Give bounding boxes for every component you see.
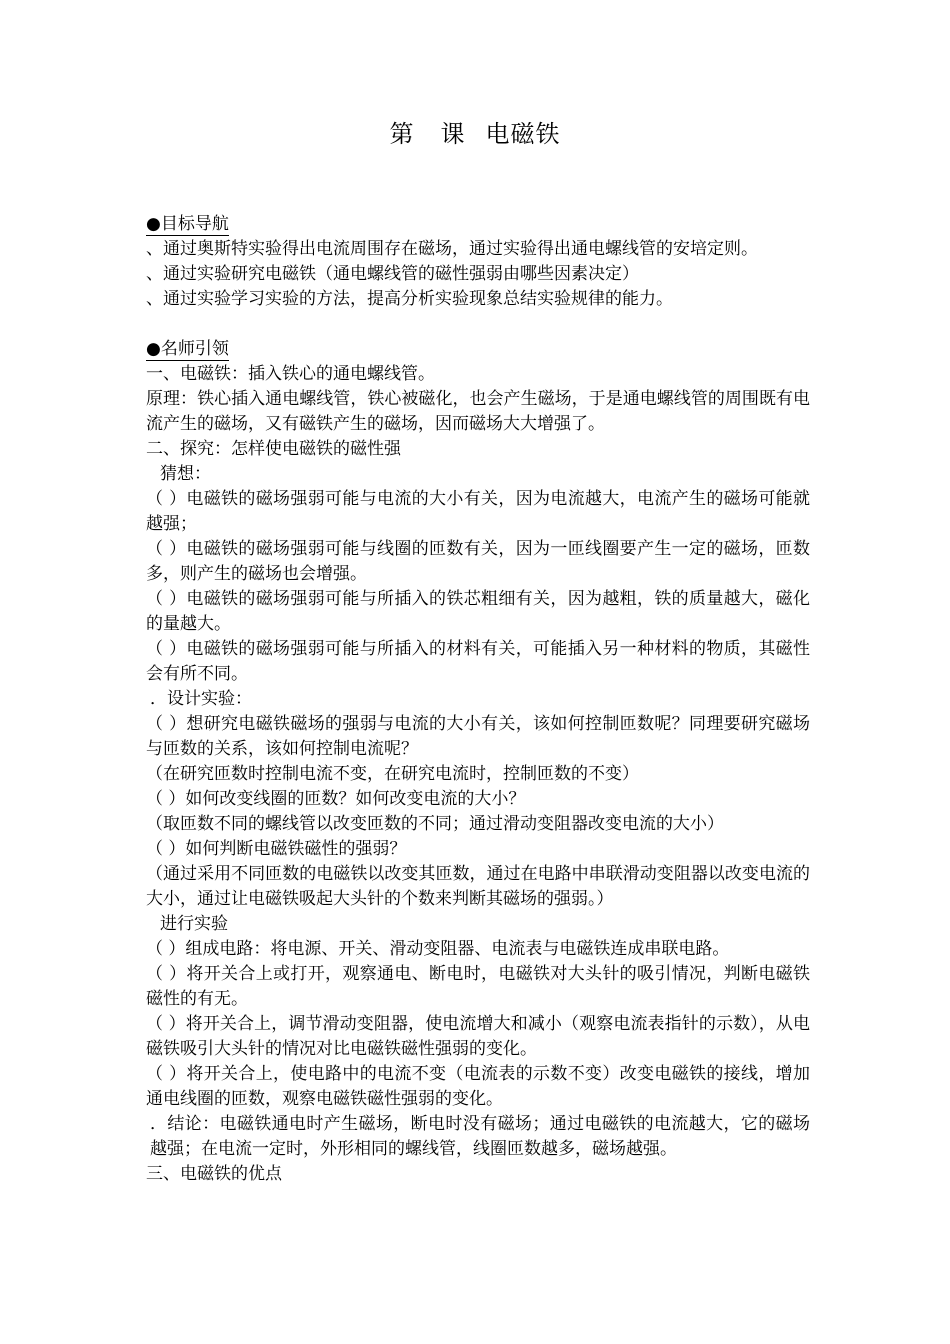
guide-line: （ ）将开关合上或打开，观察通电、断电时，电磁铁对大头针的吸引情况，判断电磁铁磁性的有无。 [146, 964, 810, 1009]
goal-item: 、通过实验研究电磁铁（通电螺线管的磁性强弱由哪些因素决定） [146, 264, 639, 284]
title-part-3: 电磁铁 [485, 120, 561, 148]
title-part-1: 第 [389, 120, 415, 148]
guide-line: 二、探究：怎样使电磁铁的磁性强 [146, 439, 401, 459]
guide-line: （ ）电磁铁的磁场强弱可能与所插入的铁芯粗细有关，因为越粗，铁的质量越大，磁化的量越大。 [146, 589, 810, 634]
guide-line: 进行实验 [160, 914, 228, 934]
guide-section [146, 337, 810, 1187]
goals-heading: ●目标导航 [146, 214, 229, 234]
goal-item: 、通过奥斯特实验得出电流周围存在磁场，通过实验得出通电螺线管的安培定则。 [146, 239, 758, 259]
guide-line: ．结论：电磁铁通电时产生磁场，断电时没有磁场；通过电磁铁的电流越大，它的磁场越强；在电流一定时，外形相同的螺线管，线圈匝数越多，磁场越强。 [150, 1114, 810, 1159]
guide-line: 一、电磁铁：插入铁心的通电螺线管。 [146, 364, 435, 384]
guide-line: （ ）电磁铁的磁场强弱可能与线圈的匝数有关，因为一匝线圈要产生一定的磁场，匝数多，则产生的磁场也会增强。 [146, 539, 810, 584]
goals-section [146, 212, 810, 312]
page-title [0, 118, 950, 150]
guide-line: （ ）电磁铁的磁场强弱可能与所插入的材料有关，可能插入另一种材料的物质，其磁性会有所不同。 [146, 639, 810, 684]
guide-line: （ ）如何改变线圈的匝数？如何改变电流的大小？ [146, 789, 526, 809]
title-part-2: 课 [440, 120, 466, 148]
guide-line: （ ）将开关合上，调节滑动变阻器，使电流增大和减小（观察电流表指针的示数），从电磁铁吸引大头针的情况对比电磁铁磁性强弱的变化。 [146, 1014, 810, 1059]
guide-line: （ ）组成电路：将电源、开关、滑动变阻器、电流表与电磁铁连成串联电路。 [146, 939, 730, 959]
document-body [146, 212, 810, 1187]
guide-line: （在研究匝数时控制电流不变，在研究电流时，控制匝数的不变） [146, 764, 639, 784]
guide-line: ．设计实验： [150, 689, 252, 709]
guide-line: 三、电磁铁的优点 [146, 1164, 282, 1184]
guide-line: 猜想： [160, 464, 211, 484]
guide-line: 原理：铁心插入通电螺线管，铁心被磁化，也会产生磁场，于是通电螺线管的周围既有电流产生的磁场，又有磁铁产生的磁场，因而磁场大大增强了。 [146, 389, 810, 434]
goal-item: 、通过实验学习实验的方法，提高分析实验现象总结实验规律的能力。 [146, 289, 673, 309]
guide-line: （通过采用不同匝数的电磁铁以改变其匝数，通过在电路中串联滑动变阻器以改变电流的大小，通过让电磁铁吸起大头针的个数来判断其磁场的强弱。） [146, 864, 810, 909]
guide-line: （取匝数不同的螺线管以改变匝数的不同；通过滑动变阻器改变电流的大小） [146, 814, 724, 834]
guide-line: （ ）如何判断电磁铁磁性的强弱？ [146, 839, 407, 859]
guide-heading: ●名师引领 [146, 339, 229, 359]
guide-line: （ ）电磁铁的磁场强弱可能与电流的大小有关，因为电流越大，电流产生的磁场可能就越强； [146, 489, 810, 534]
guide-line: （ ）将开关合上，使电路中的电流不变（电流表的示数不变）改变电磁铁的接线，增加通电线圈的匝数，观察电磁铁磁性强弱的变化。 [146, 1064, 810, 1109]
guide-line: （ ）想研究电磁铁磁场的强弱与电流的大小有关，该如何控制匝数呢？同理要研究磁场与匝数的关系，该如何控制电流呢？ [146, 714, 810, 759]
